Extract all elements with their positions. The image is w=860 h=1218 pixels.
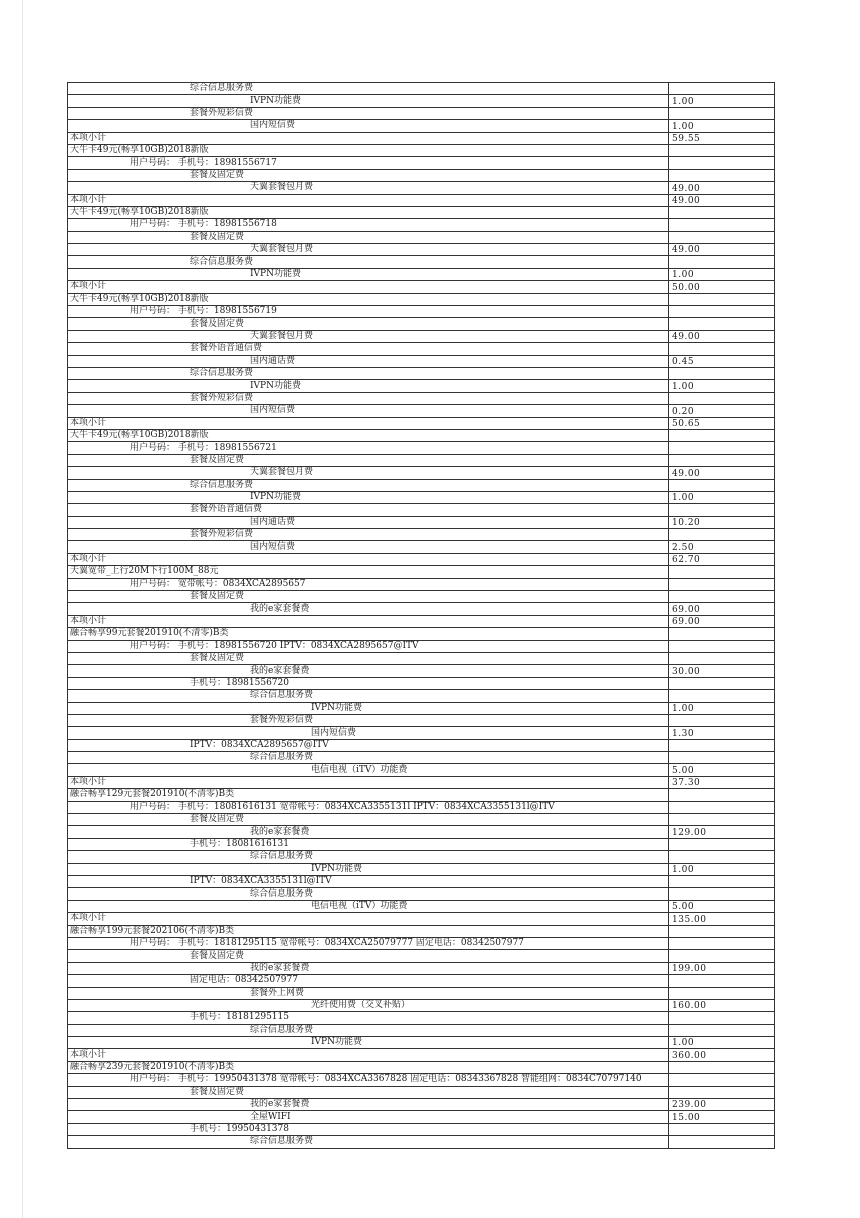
line-item-row [68,367,775,379]
line-item-row [68,107,775,119]
line-item-row [68,330,775,342]
item-label: IVPN功能费 [68,491,669,503]
line-item-row [68,814,775,826]
item-label: 本项小计 [68,615,669,627]
item-amount [669,144,775,156]
item-label: 手机号：18981556720 [68,677,669,689]
section-row [68,789,775,801]
item-label: IVPN功能费 [68,268,669,280]
section-row [68,553,775,565]
section-row [68,1061,775,1073]
line-item-row [68,120,775,132]
line-item-row [68,83,775,95]
item-amount [669,392,775,404]
item-amount: 199.00 [669,962,775,974]
item-label: 用户号码： 宽带帐号：0834XCA2895657 [68,578,669,590]
line-item-row [68,343,775,355]
line-item-row [68,1086,775,1098]
item-label: IVPN功能费 [68,863,669,875]
item-amount [669,578,775,590]
line-item-row [68,975,775,987]
item-amount [669,888,775,900]
line-item-row [68,937,775,949]
item-amount: 1.00 [669,702,775,714]
line-item-row [68,851,775,863]
item-label: 综合信息服务费 [68,690,669,702]
item-label: IVPN功能费 [68,380,669,392]
line-item-row [68,355,775,367]
item-amount [669,454,775,466]
item-amount [669,306,775,318]
item-label: 套餐外语音通信费 [68,343,669,355]
item-label: 手机号：19950431378 [68,1123,669,1135]
item-label: 综合信息服务费 [68,367,669,379]
item-amount: 0.45 [669,355,775,367]
item-amount [669,566,775,578]
item-label: 本项小计 [68,1049,669,1061]
line-item-row [68,306,775,318]
item-amount: 1.00 [669,1037,775,1049]
item-label: 大牛卡49元(畅享10GB)2018新版 [68,293,669,305]
item-amount: 30.00 [669,665,775,677]
section-row [68,281,775,293]
item-amount [669,219,775,231]
item-amount [669,1024,775,1036]
item-amount [669,206,775,218]
item-label: 套餐外短彩信费 [68,107,669,119]
item-amount [669,975,775,987]
line-item-row [68,1136,775,1148]
line-item-row [68,962,775,974]
item-amount [669,157,775,169]
item-label: IVPN功能费 [68,95,669,107]
section-row [68,615,775,627]
item-label: 国内通话费 [68,516,669,528]
item-label: 套餐及固定费 [68,318,669,330]
item-amount: 1.00 [669,863,775,875]
item-label: 综合信息服务费 [68,888,669,900]
section-row [68,628,775,640]
item-amount: 69.00 [669,615,775,627]
bill-detail-table [67,82,775,1149]
item-amount: 160.00 [669,999,775,1011]
item-amount: 10.20 [669,516,775,528]
line-item-row [68,603,775,615]
item-amount [669,851,775,863]
item-label: 综合信息服务费 [68,1136,669,1148]
item-label: 综合信息服务费 [68,256,669,268]
item-label: 本项小计 [68,553,669,565]
item-amount [669,169,775,181]
line-item-row [68,652,775,664]
item-amount: 1.00 [669,380,775,392]
line-item-row [68,640,775,652]
item-amount [669,628,775,640]
item-label: IPTV：0834XCA2895657@ITV [68,739,669,751]
line-item-row [68,454,775,466]
item-amount [669,343,775,355]
item-amount [669,529,775,541]
line-item-row [68,752,775,764]
line-item-row [68,504,775,516]
item-amount: 49.00 [669,244,775,256]
item-label: 大牛卡49元(畅享10GB)2018新版 [68,206,669,218]
line-item-row [68,1037,775,1049]
item-amount: 49.00 [669,467,775,479]
item-amount [669,838,775,850]
item-amount [669,442,775,454]
item-amount: 5.00 [669,900,775,912]
item-label: 国内短信费 [68,541,669,553]
line-item-row [68,219,775,231]
line-item-row [68,169,775,181]
item-amount [669,987,775,999]
line-item-row [68,491,775,503]
section-row [68,293,775,305]
item-label: 我的e家套餐费 [68,826,669,838]
line-item-row [68,467,775,479]
section-row [68,925,775,937]
item-amount: 2.50 [669,541,775,553]
item-label: IVPN功能费 [68,702,669,714]
item-amount [669,652,775,664]
item-label: 天翼套餐包月费 [68,244,669,256]
line-item-row [68,479,775,491]
item-label: 套餐及固定费 [68,169,669,181]
item-label: 大牛卡49元(畅享10GB)2018新版 [68,429,669,441]
item-label: 用户号码： 手机号：18981556720 IPTV：0834XCA2895657@ITV [68,640,669,652]
line-item-row [68,900,775,912]
line-item-row [68,1012,775,1024]
item-label: 本项小计 [68,194,669,206]
line-item-row [68,516,775,528]
line-item-row [68,182,775,194]
item-amount [669,937,775,949]
item-amount [669,814,775,826]
item-label: 本项小计 [68,281,669,293]
line-item-row [68,318,775,330]
line-item-row [68,764,775,776]
line-item-row [68,231,775,243]
item-amount: 49.00 [669,182,775,194]
item-amount [669,677,775,689]
line-item-row [68,863,775,875]
item-label: 综合信息服务费 [68,479,669,491]
line-item-row [68,268,775,280]
section-row [68,194,775,206]
item-label: 融合畅享199元套餐202106(不清零)B类 [68,925,669,937]
item-amount: 0.20 [669,405,775,417]
line-item-row [68,157,775,169]
item-amount: 15.00 [669,1111,775,1123]
item-amount [669,950,775,962]
item-label: IPTV：0834XCA3355131l@ITV [68,876,669,888]
section-row [68,776,775,788]
line-item-row [68,244,775,256]
line-item-row [68,1111,775,1123]
item-amount: 50.65 [669,417,775,429]
line-item-row [68,578,775,590]
item-amount [669,256,775,268]
line-item-row [68,1099,775,1111]
item-label: 我的e家套餐费 [68,603,669,615]
item-amount [669,1123,775,1135]
item-amount: 239.00 [669,1099,775,1111]
item-amount: 62.70 [669,553,775,565]
scan-page-edge [22,0,23,1218]
section-row [68,417,775,429]
item-label: 用户号码： 手机号：18181295115 宽带帐号：0834XCA25079777 固定电话：08342507977 [68,937,669,949]
line-item-row [68,1123,775,1135]
item-amount [669,925,775,937]
line-item-row [68,541,775,553]
item-label: 套餐外上网费 [68,987,669,999]
item-amount [669,640,775,652]
section-row [68,913,775,925]
item-amount [669,690,775,702]
item-label: 国内通话费 [68,355,669,367]
line-item-row [68,392,775,404]
line-item-row [68,405,775,417]
line-item-row [68,591,775,603]
line-item-row [68,950,775,962]
item-amount: 1.00 [669,95,775,107]
item-amount [669,429,775,441]
line-item-row [68,739,775,751]
item-label: 天翼套餐包月费 [68,467,669,479]
item-amount [669,83,775,95]
item-amount: 37.30 [669,776,775,788]
item-label: 融合畅享239元套餐201910(不清零)B类 [68,1061,669,1073]
line-item-row [68,838,775,850]
line-item-row [68,665,775,677]
item-label: 套餐外语音通信费 [68,504,669,516]
section-row [68,1049,775,1061]
line-item-row [68,256,775,268]
line-item-row [68,380,775,392]
item-amount: 1.30 [669,727,775,739]
item-label: 融合畅享99元套餐201910(不清零)B类 [68,628,669,640]
item-label: 套餐及固定费 [68,591,669,603]
item-amount [669,293,775,305]
item-label: IVPN功能费 [68,1037,669,1049]
item-amount [669,714,775,726]
line-item-row [68,987,775,999]
item-label: 手机号：18181295115 [68,1012,669,1024]
item-label: 本项小计 [68,417,669,429]
line-item-row [68,876,775,888]
item-amount: 360.00 [669,1049,775,1061]
item-amount: 1.00 [669,268,775,280]
item-label: 天翼套餐包月费 [68,182,669,194]
line-item-row [68,826,775,838]
item-label: 用户号码： 手机号：19950431378 宽带帐号：0834XCA3367828 固定电话：08343367828 智能组网：0834C70797140 [68,1074,669,1086]
item-amount: 49.00 [669,194,775,206]
section-row [68,144,775,156]
section-row [68,566,775,578]
line-item-row [68,801,775,813]
line-item-row [68,999,775,1011]
item-label: 国内短信费 [68,727,669,739]
item-label: 用户号码： 手机号：18981556717 [68,157,669,169]
item-label: 国内短信费 [68,120,669,132]
item-amount: 1.00 [669,491,775,503]
item-label: 国内短信费 [68,405,669,417]
item-amount [669,801,775,813]
item-amount [669,1061,775,1073]
line-item-row [68,1024,775,1036]
line-item-row [68,529,775,541]
item-amount: 59.55 [669,132,775,144]
item-label: 本项小计 [68,776,669,788]
section-row [68,429,775,441]
item-amount [669,231,775,243]
section-row [68,206,775,218]
line-item-row [68,727,775,739]
item-label: 套餐及固定费 [68,950,669,962]
item-label: 用户号码： 手机号：18981556721 [68,442,669,454]
item-amount [669,479,775,491]
item-label: 我的e家套餐费 [68,665,669,677]
item-label: 融合畅享129元套餐201910(不清零)B类 [68,789,669,801]
line-item-row [68,888,775,900]
item-label: 全屋WIFI [68,1111,669,1123]
item-amount [669,739,775,751]
item-label: 用户号码： 手机号：18981556719 [68,306,669,318]
item-amount [669,591,775,603]
item-amount [669,367,775,379]
line-item-row [68,714,775,726]
item-amount [669,1074,775,1086]
item-label: 天翼宽带_上行20M下行100M_88元 [68,566,669,578]
item-label: 我的e家套餐费 [68,1099,669,1111]
item-amount: 69.00 [669,603,775,615]
item-amount: 49.00 [669,330,775,342]
item-label: 套餐及固定费 [68,652,669,664]
item-label: 套餐及固定费 [68,814,669,826]
item-label: 用户号码： 手机号：18981556718 [68,219,669,231]
item-amount: 5.00 [669,764,775,776]
item-amount [669,1136,775,1148]
item-amount [669,504,775,516]
item-amount [669,318,775,330]
item-amount [669,752,775,764]
item-label: 综合信息服务费 [68,83,669,95]
item-label: 综合信息服务费 [68,1024,669,1036]
item-label: 套餐及固定费 [68,454,669,466]
item-label: 套餐及固定费 [68,231,669,243]
item-amount: 135.00 [669,913,775,925]
line-item-row [68,1074,775,1086]
item-amount: 1.00 [669,120,775,132]
item-amount: 129.00 [669,826,775,838]
item-label: 固定电话：08342507977 [68,975,669,987]
item-label: 本项小计 [68,132,669,144]
item-label: 本项小计 [68,913,669,925]
line-item-row [68,95,775,107]
item-label: 天翼套餐包月费 [68,330,669,342]
item-amount [669,876,775,888]
line-item-row [68,442,775,454]
item-label: 用户号码： 手机号：18081616131 宽带帐号：0834XCA3355131l IPTV：0834XCA3355131l@ITV [68,801,669,813]
item-label: 综合信息服务费 [68,851,669,863]
item-amount [669,107,775,119]
item-label: 综合信息服务费 [68,752,669,764]
line-item-row [68,677,775,689]
item-label: 我的e家套餐费 [68,962,669,974]
item-amount [669,1012,775,1024]
line-item-row [68,690,775,702]
item-amount [669,789,775,801]
item-label: 电信电视（iTV）功能费 [68,764,669,776]
section-row [68,132,775,144]
item-label: 光纤使用费（交叉补贴） [68,999,669,1011]
item-label: 套餐外短彩信费 [68,392,669,404]
item-amount [669,1086,775,1098]
item-amount: 50.00 [669,281,775,293]
item-label: 套餐及固定费 [68,1086,669,1098]
item-label: 手机号：18081616131 [68,838,669,850]
item-label: 电信电视（iTV）功能费 [68,900,669,912]
item-label: 套餐外短彩信费 [68,714,669,726]
item-label: 套餐外短彩信费 [68,529,669,541]
bill-table-body [68,83,775,1149]
item-label: 大牛卡49元(畅享10GB)2018新版 [68,144,669,156]
line-item-row [68,702,775,714]
